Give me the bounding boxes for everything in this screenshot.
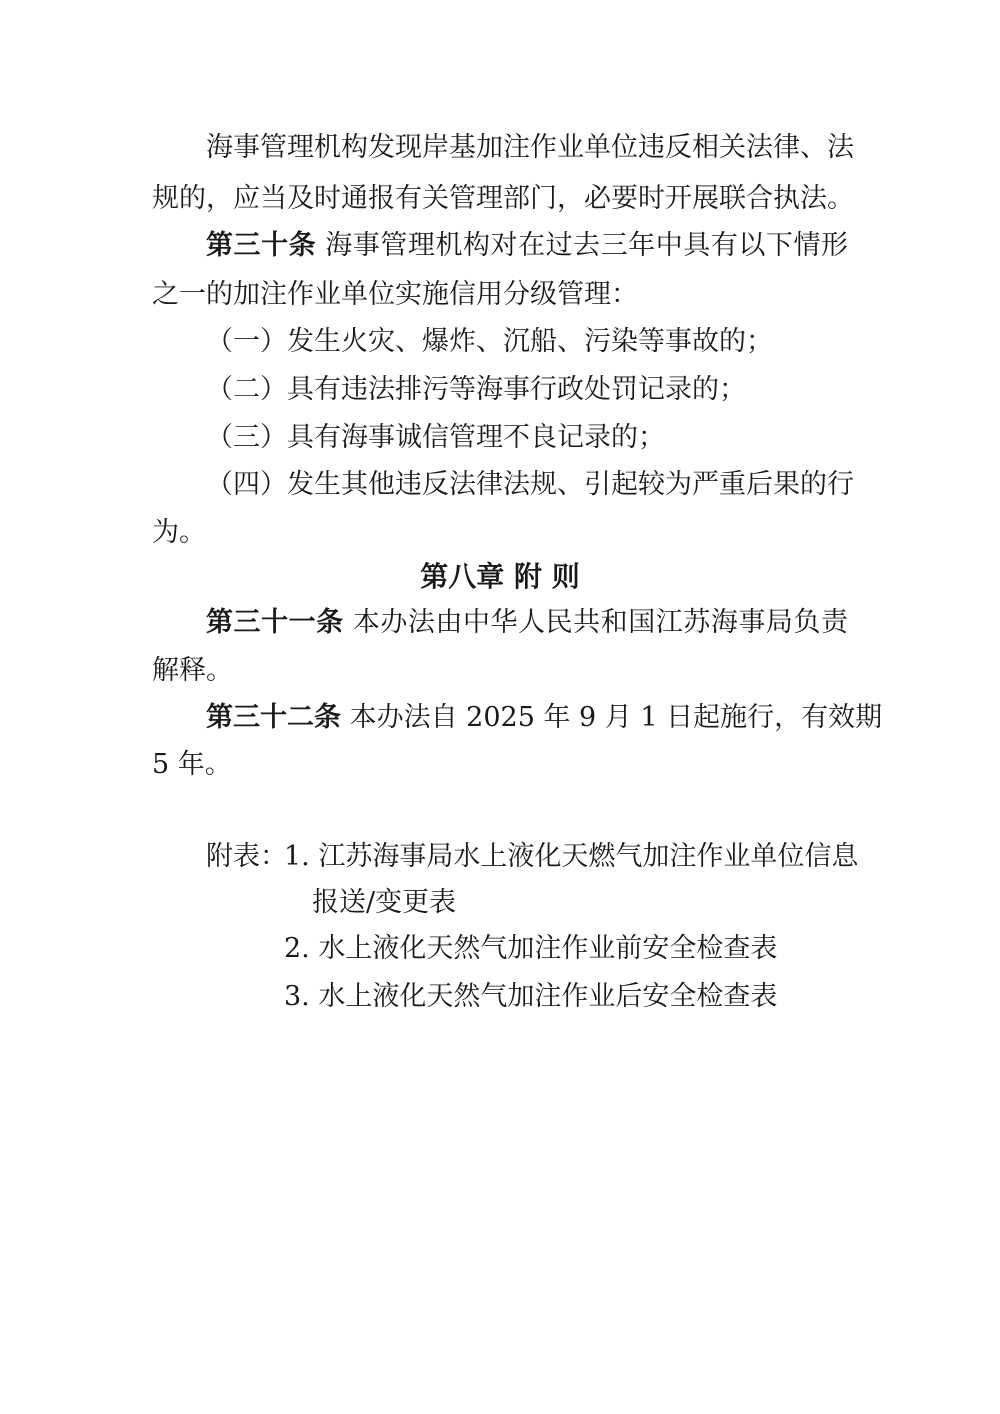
- article-31-line-2: 解释。: [152, 655, 233, 686]
- attachment-item-2: 2. 水上液化天然气加注作业前安全检查表: [284, 933, 778, 964]
- article-31-line-1: [206, 605, 848, 641]
- article-32-label: 第三十二条: [206, 702, 341, 733]
- list-item-4-line-1: （四）发生其他违反法律法规、引起较为严重后果的行: [206, 469, 854, 500]
- list-item-4-line-2: 为。: [152, 517, 206, 548]
- article-30-line-2: 之一的加注作业单位实施信用分级管理：: [152, 279, 638, 310]
- attachment-item-1-line-2: 报送/变更表: [312, 887, 457, 918]
- paragraph-1-line-1: 海事管理机构发现岸基加注作业单位违反相关法律、法: [206, 132, 854, 163]
- list-item-2: （二）具有违法排污等海事行政处罚记录的；: [206, 374, 746, 405]
- attachments-label: 附表：: [206, 841, 287, 872]
- attachment-item-1-line-1: 1. 江苏海事局水上液化天燃气加注作业单位信息: [284, 841, 859, 872]
- article-31-text: 本办法由中华人民共和国江苏海事局负责: [352, 607, 848, 638]
- article-32-text: 本办法自 2025 年 9 月 1 日起施行，有效期: [349, 702, 883, 733]
- article-32-line-1: [206, 700, 883, 736]
- chapter-8-heading: 第八章 附 则: [420, 560, 580, 593]
- article-30-label: 第三十条: [206, 230, 317, 261]
- article-31-label: 第三十一条: [206, 607, 344, 638]
- article-30-line-1: [206, 228, 848, 264]
- article-30-text: 海事管理机构对在过去三年中具有以下情形: [325, 230, 849, 261]
- list-item-3: （三）具有海事诚信管理不良记录的；: [206, 422, 665, 453]
- article-32-line-2: 5 年。: [152, 749, 232, 780]
- attachment-item-3: 3. 水上液化天然气加注作业后安全检查表: [284, 981, 778, 1012]
- paragraph-1-line-2: 规的，应当及时通报有关管理部门，必要时开展联合执法。: [152, 183, 854, 214]
- list-item-1: （一）发生火灾、爆炸、沉船、污染等事故的；: [206, 326, 773, 357]
